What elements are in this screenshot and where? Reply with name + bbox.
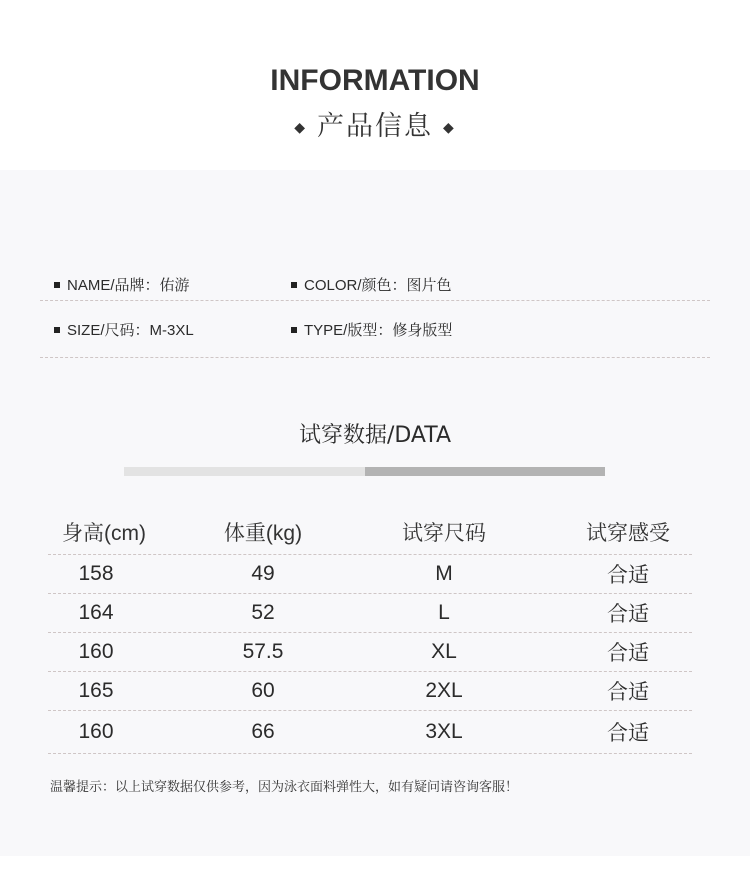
data-section-title: 试穿数据/DATA — [298, 423, 452, 448]
fit-data-table — [48, 510, 692, 754]
table-row — [48, 672, 692, 711]
table-row — [48, 633, 692, 672]
info-type — [291, 319, 452, 340]
info-color-text: COLOR/颜色：图片色 — [304, 277, 452, 294]
cell-size: 3XL — [425, 720, 463, 743]
cell-size: XL — [431, 640, 457, 663]
header-size: 试穿尺码 — [402, 522, 486, 545]
cell-feel: 合适 — [607, 564, 649, 587]
table-row — [48, 555, 692, 594]
cell-weight: 66 — [251, 720, 275, 743]
cell-weight: 49 — [251, 562, 275, 585]
table-row — [48, 711, 692, 754]
bullet-icon — [54, 282, 60, 288]
header-height: 身高(cm) — [62, 522, 146, 545]
bullet-icon — [54, 327, 60, 333]
cell-height: 160 — [78, 640, 114, 663]
header-weight: 体重(kg) — [223, 522, 303, 545]
info-name — [54, 274, 190, 295]
cell-feel: 合适 — [607, 603, 649, 626]
info-name-text: NAME/品牌：佑游 — [67, 277, 190, 294]
cell-height: 165 — [78, 679, 114, 702]
cell-feel: 合适 — [607, 681, 649, 704]
info-size — [54, 319, 194, 340]
divider-bar-dark — [365, 467, 605, 476]
cell-weight: 52 — [251, 601, 275, 624]
fit-note: 温馨提示：以上试穿数据仅供参考，因为泳衣面料弹性大，如有疑问请咨询客服！ — [50, 780, 519, 795]
cell-weight: 60 — [251, 679, 275, 702]
cell-weight: 57.5 — [242, 640, 284, 663]
header-feel: 试穿感受 — [586, 522, 670, 545]
cell-height: 158 — [78, 562, 114, 585]
cell-size: L — [438, 601, 450, 624]
info-row-2 — [40, 311, 710, 358]
diamond-icon: ◆ — [294, 119, 307, 136]
divider-bar-light — [124, 467, 365, 476]
cell-height: 160 — [78, 720, 114, 743]
info-size-text: SIZE/尺码：M-3XL — [67, 322, 194, 339]
diamond-icon: ◆ — [443, 119, 456, 136]
bullet-icon — [291, 282, 297, 288]
title-cn: 产品信息 — [317, 111, 433, 142]
table-row — [48, 594, 692, 633]
header — [0, 0, 750, 170]
cell-size: M — [435, 562, 453, 585]
info-type-text: TYPE/版型：修身版型 — [304, 322, 453, 339]
table-header-row — [48, 510, 692, 555]
info-row-1 — [40, 254, 710, 301]
cell-feel: 合适 — [607, 642, 649, 665]
title-en: INFORMATION — [270, 64, 480, 97]
info-color — [291, 274, 452, 295]
cell-height: 164 — [78, 601, 114, 624]
cell-size: 2XL — [425, 679, 463, 702]
bullet-icon — [291, 327, 297, 333]
cell-feel: 合适 — [607, 722, 649, 745]
title-cn-wrapper — [0, 104, 750, 143]
